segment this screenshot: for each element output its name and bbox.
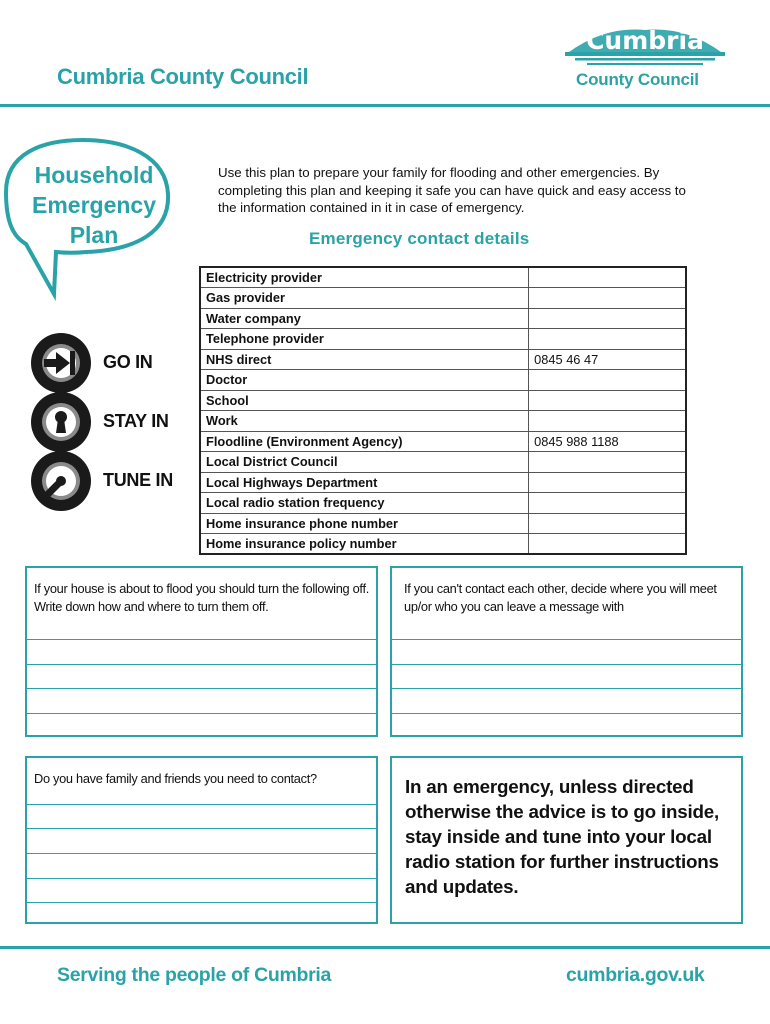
- plan-title: [4, 160, 184, 250]
- contact-label: Floodline (Environment Agency): [200, 431, 529, 452]
- contact-value-field[interactable]: [529, 534, 686, 555]
- emergency-advice-text: In an emergency, unless directed otherwise the advice is to go inside, stay inside and tune into your local radio station for further instructions and updates.: [405, 776, 720, 897]
- table-row: [200, 267, 686, 288]
- table-row: [200, 370, 686, 391]
- contact-label: Doctor: [200, 370, 529, 391]
- stay-in-label: STAY IN: [103, 411, 169, 431]
- table-row: [200, 493, 686, 514]
- contact-value-field[interactable]: [529, 472, 686, 493]
- contact-label: Telephone provider: [200, 329, 529, 350]
- contact-label: Local Highways Department: [200, 472, 529, 493]
- writing-line[interactable]: [27, 878, 376, 879]
- header-divider: [0, 104, 770, 107]
- writing-line[interactable]: [27, 688, 376, 689]
- turn-off-box: [25, 566, 378, 737]
- contact-label: Electricity provider: [200, 267, 529, 288]
- meet-up-prompt: If you can't contact each other, decide where you will meet up/or who you can leave a message with: [404, 581, 717, 614]
- plan-title-line: Emergency: [31, 192, 156, 218]
- go-in-label: GO IN: [103, 352, 153, 372]
- contact-label: Home insurance phone number: [200, 513, 529, 534]
- contact-value-field[interactable]: [529, 267, 686, 288]
- cumbria-wordmark-logo-icon: [565, 22, 725, 66]
- turn-off-prompt: If your house is about to flood you should turn the following off. Write down how and where to turn them off.: [34, 581, 369, 614]
- meet-up-box: [390, 566, 743, 737]
- contact-value-field[interactable]: [529, 493, 686, 514]
- contact-label: School: [200, 390, 529, 411]
- family-contacts-box: [25, 756, 378, 924]
- contact-value-field[interactable]: [529, 513, 686, 534]
- writing-line[interactable]: [27, 902, 376, 903]
- table-row: [200, 349, 686, 370]
- intro-paragraph: Use this plan to prepare your family for flooding and other emergencies. By completing this plan and keeping it safe you can have quick and easy access to the information contained in it in case of emergency.: [218, 165, 686, 215]
- contact-value-field[interactable]: [529, 411, 686, 432]
- writing-line[interactable]: [392, 688, 741, 689]
- cumbria-logo: [565, 22, 725, 94]
- contact-details-heading: Emergency contact details: [309, 229, 530, 248]
- writing-line[interactable]: [392, 639, 741, 640]
- table-row: [200, 308, 686, 329]
- contact-label: Home insurance policy number: [200, 534, 529, 555]
- writing-line[interactable]: [27, 828, 376, 829]
- table-row: [200, 411, 686, 432]
- writing-line[interactable]: [27, 664, 376, 665]
- table-row: [200, 513, 686, 534]
- writing-line[interactable]: [27, 713, 376, 714]
- writing-line[interactable]: [27, 853, 376, 854]
- writing-line[interactable]: [27, 639, 376, 640]
- contact-value-field[interactable]: [529, 390, 686, 411]
- contact-label: Local radio station frequency: [200, 493, 529, 514]
- contact-value-field[interactable]: [529, 329, 686, 350]
- svg-text:Cumbria: Cumbria: [586, 26, 704, 55]
- table-row: [200, 472, 686, 493]
- family-prompt: Do you have family and friends you need to contact?: [34, 771, 317, 786]
- keyhole-icon: [28, 391, 94, 453]
- footer-divider: [0, 946, 770, 949]
- logo-subtitle: County Council: [576, 70, 699, 89]
- contact-value-field[interactable]: [529, 370, 686, 391]
- table-row: [200, 288, 686, 309]
- contact-table: [199, 266, 687, 555]
- contact-value-field[interactable]: 0845 46 47: [529, 349, 686, 370]
- arrow-in-icon: [28, 332, 94, 394]
- writing-line[interactable]: [27, 804, 376, 805]
- council-name-heading: Cumbria County Council: [57, 64, 309, 89]
- contact-label: Water company: [200, 308, 529, 329]
- plan-title-line: Plan: [69, 222, 119, 248]
- footer-slogan: Serving the people of Cumbria: [57, 964, 332, 986]
- table-row: [200, 329, 686, 350]
- tune-in-label: TUNE IN: [103, 470, 173, 490]
- table-row: [200, 452, 686, 473]
- writing-line[interactable]: [392, 664, 741, 665]
- table-row: [200, 390, 686, 411]
- table-row: [200, 534, 686, 555]
- website-link[interactable]: cumbria.gov.uk: [566, 964, 705, 986]
- dial-icon: [28, 450, 94, 512]
- contact-label: Work: [200, 411, 529, 432]
- contact-label: NHS direct: [200, 349, 529, 370]
- contact-value-field[interactable]: [529, 288, 686, 309]
- contact-value-field[interactable]: 0845 988 1188: [529, 431, 686, 452]
- writing-line[interactable]: [392, 713, 741, 714]
- plan-title-line: Household: [34, 162, 154, 188]
- contact-label: Local District Council: [200, 452, 529, 473]
- emergency-advice-box: [390, 756, 743, 924]
- table-row: [200, 431, 686, 452]
- contact-label: Gas provider: [200, 288, 529, 309]
- contact-value-field[interactable]: [529, 452, 686, 473]
- contact-value-field[interactable]: [529, 308, 686, 329]
